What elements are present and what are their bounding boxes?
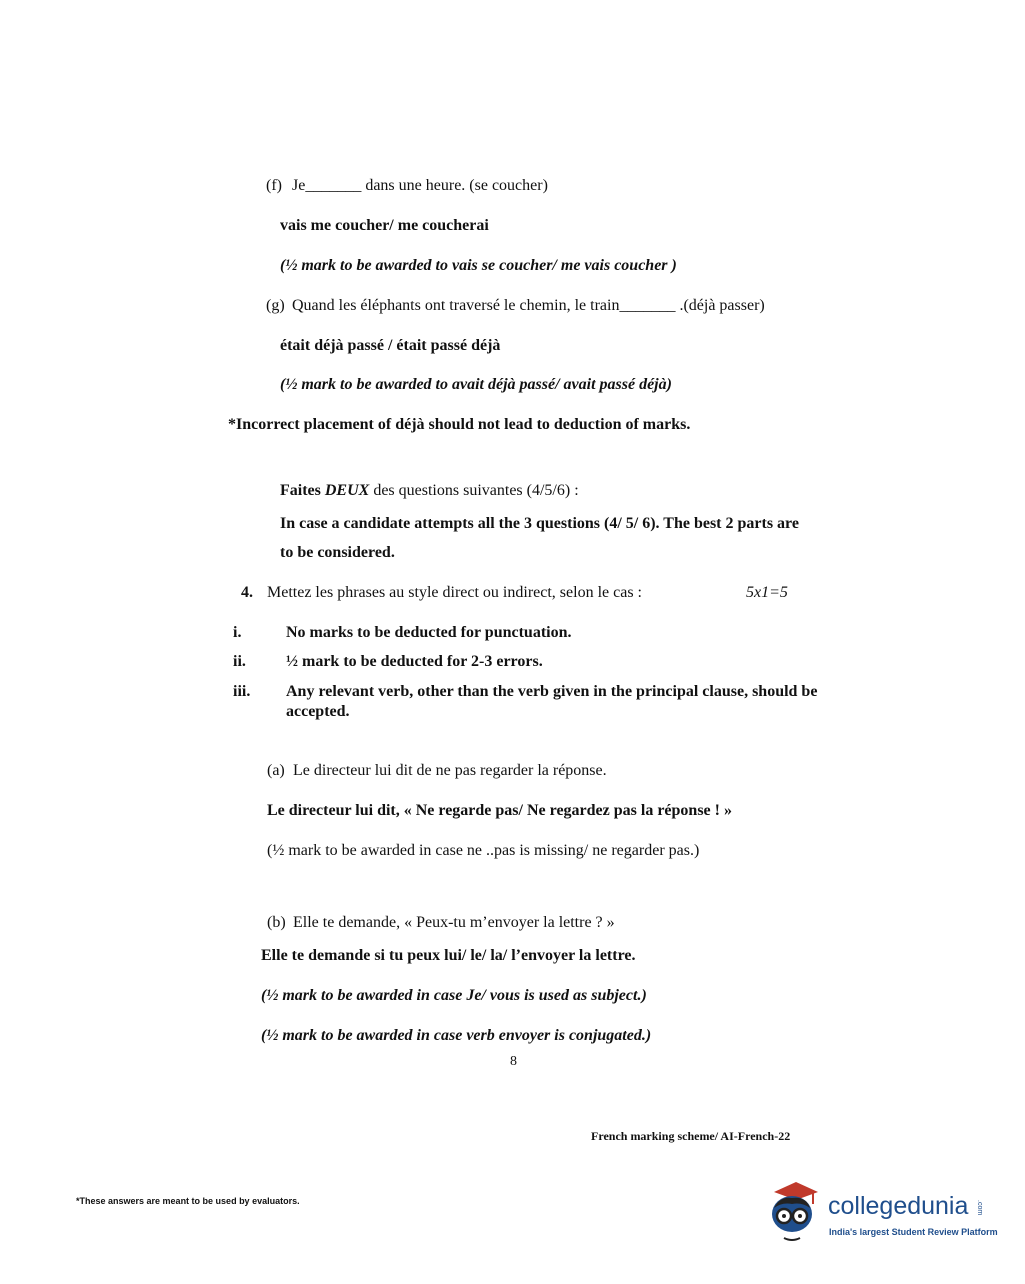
question-4-text: Mettez les phrases au style direct ou indirect, selon le cas : xyxy=(267,584,642,601)
question-g-label: (g) xyxy=(266,297,285,314)
rule-1-text: No marks to be deducted for punctuation. xyxy=(286,624,572,641)
question-a-answer: Le directeur lui dit, « Ne regarde pas/ Ne regardez pas la réponse ! » xyxy=(267,802,732,819)
question-a-text: Le directeur lui dit de ne pas regarder la réponse. xyxy=(293,762,607,779)
logo-suffix: .com xyxy=(976,1200,983,1216)
incorrect-placement-note: *Incorrect placement of déjà should not lead to deduction of marks. xyxy=(228,416,691,433)
collegedunia-logo-icon xyxy=(766,1178,826,1248)
faites-deux: DEUX xyxy=(324,482,370,499)
rule-3-text: Any relevant verb, other than the verb given in the principal clause, should be accepted. xyxy=(286,683,818,720)
footer-disclaimer: *These answers are meant to be used by evaluators. xyxy=(76,1196,300,1206)
rule-2-text: ½ mark to be deducted for 2-3 errors. xyxy=(286,653,543,670)
faites-instruction xyxy=(280,481,579,501)
question-g-answer: était déjà passé / était passé déjà xyxy=(280,337,501,354)
rule-2-number: ii. xyxy=(233,653,246,670)
faites-suffix: des questions suivantes (4/5/6) : xyxy=(373,482,579,499)
question-a-label: (a) xyxy=(267,762,285,779)
rule-1-number: i. xyxy=(233,624,242,641)
case-line-1: In case a candidate attempts all the 3 questions (4/ 5/ 6). The best 2 parts are xyxy=(280,515,799,532)
question-f-label: (f) xyxy=(266,177,282,194)
question-f-text: Je_______ dans une heure. (se coucher) xyxy=(292,177,548,194)
question-f-answer: vais me coucher/ me coucherai xyxy=(280,217,489,234)
rule-3-number: iii. xyxy=(233,683,251,700)
footer-scheme: French marking scheme/ AI-French-22 xyxy=(591,1129,791,1143)
logo-name: collegedunia xyxy=(828,1192,969,1220)
faites-prefix: Faites xyxy=(280,482,321,499)
question-b-note-1: (½ mark to be awarded in case Je/ vous is used as subject.) xyxy=(261,987,647,1004)
question-a-note: (½ mark to be awarded in case ne ..pas is missing/ ne regarder pas.) xyxy=(267,842,700,859)
case-line-2: to be considered. xyxy=(280,544,395,561)
question-4-marks: 5x1=5 xyxy=(746,584,788,601)
question-b-answer: Elle te demande si tu peux lui/ le/ la/ l’envoyer la lettre. xyxy=(261,947,636,964)
question-b-note-2: (½ mark to be awarded in case verb envoyer is conjugated.) xyxy=(261,1027,652,1044)
question-f-note: (½ mark to be awarded to vais se coucher/ me vais coucher ) xyxy=(280,257,677,274)
question-b-label: (b) xyxy=(267,914,286,931)
question-b-text: Elle te demande, « Peux-tu m’envoyer la lettre ? » xyxy=(293,914,615,931)
logo-tagline: India's largest Student Review Platform xyxy=(829,1227,998,1237)
question-4-number: 4. xyxy=(241,584,253,601)
question-g-text: Quand les éléphants ont traversé le chemin, le train_______ .(déjà passer) xyxy=(292,297,765,314)
question-g-note: (½ mark to be awarded to avait déjà passé/ avait passé déjà) xyxy=(280,376,672,393)
page-number: 8 xyxy=(510,1054,517,1069)
